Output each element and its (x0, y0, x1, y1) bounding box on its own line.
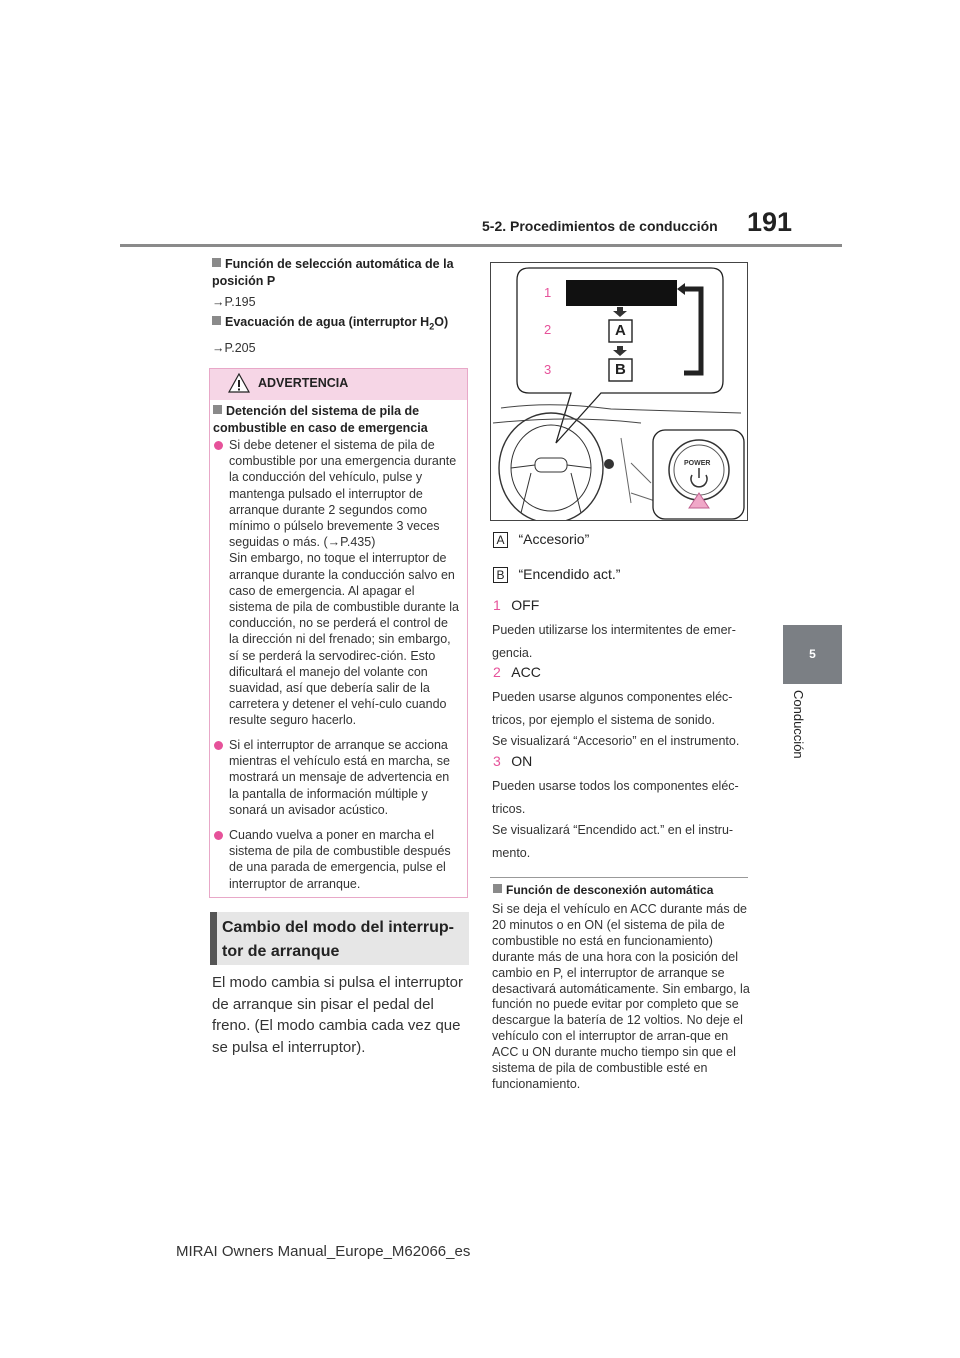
warning-bullet-1: Si debe detener el sistema de pila de combustible por una emergencia durante la conducción del vehículo, pulse y mantenga pulsado el interruptor de arranque durante 2 segundos como mínimo o púlselo brevemente 3 veces seguidas o más. (→P.435) Sin embargo, no toque el interruptor de arranque durante la conducción salvo en caso de emergencia. Al apagar el sistema de pila de combustible durante la conducción, no se perderá el control de la dirección ni del frenado; sin embargo, sí se perderá la servodirec-ción. Esto dificultará el manejo del volante con suavidad, así que debería salir de la carretera y detener el vehí-culo cuando resulte seguro hacerlo. (229, 438, 459, 728)
legend-b-letter: B (493, 567, 508, 583)
warning-bullet-2: Si el interruptor de arranque se acciona mientras el vehículo está en marcha, se mostrará un mensaje de advertencia en la pantalla de información múltiple y sonará un avisador acústico. (229, 738, 450, 817)
item-water-evac-ref[interactable]: →P.205 (212, 340, 256, 355)
bullet-dot-icon (214, 831, 223, 840)
warning-subtitle: Detención del sistema de pila de combustible en caso de emergencia (213, 404, 428, 435)
bullet-dot-icon (214, 741, 223, 750)
step-3-text-1: Pueden usarse todos los componentes eléc-tricos. (492, 779, 739, 816)
body-paragraph: El modo cambia si pulsa el interruptor de arranque sin pisar el pedal del freno. (El modo cambia cada vez que se pulsa el interruptor). (212, 974, 463, 1056)
square-bullet-icon (212, 258, 221, 267)
warning-title: ADVERTENCIA (258, 376, 349, 390)
item-water-evac (212, 314, 470, 355)
step-3-text-2: Se visualizará “Encendido act.” en el instru-mento. (492, 823, 734, 860)
chapter-label: Conducción (791, 690, 806, 759)
item-auto-park-title: Función de selección automática de la posición P (212, 257, 454, 288)
section-heading: Cambio del modo del interrup-tor de arranque (222, 919, 455, 960)
warning-bullet-3: Cuando vuelva a poner en marcha el sistema de pila de combustible después de una parada de emergencia, pulse el interruptor de arranque. (229, 828, 451, 891)
section-heading-bar (210, 912, 217, 965)
warning-triangle-icon (228, 373, 250, 393)
step-3-number: 3 (493, 753, 501, 769)
step-2-text-1: Pueden usarse algunos componentes eléc-tricos, por ejemplo el sistema de sonido. (492, 690, 733, 727)
auto-off-text: Si se deja el vehículo en ACC durante más de 20 minutos o en ON (el sistema de pila de combustible no está en funcionamiento) durante más de una hora con la posición del cambio en P, el interruptor de arranque se desactivará automáticamente. Sin embargo, la función no puede evitar por completo que se descargue la batería de 12 voltios. No deje el vehículo con el interruptor de arran-que en ACC u ON durante mucho tiempo sin que el sistema de pila de combustible esté en funcionamiento. (492, 902, 750, 1091)
figure-label-3: 3 (544, 362, 552, 377)
step-2-text-2: Se visualizará “Accesorio” en el instrumento. (492, 734, 740, 748)
divider (490, 877, 748, 878)
item-auto-park (212, 256, 470, 309)
step-1-number: 1 (493, 597, 501, 613)
power-button-label: POWER (684, 460, 711, 467)
item-auto-park-ref[interactable]: →P.195 (212, 295, 256, 309)
legend-b (493, 566, 620, 584)
item-water-evac-title: Evacuación de agua (interruptor $H_2O$) (212, 314, 470, 336)
page-number: 191 (747, 207, 793, 237)
square-bullet-icon (213, 405, 222, 414)
square-bullet-icon (493, 884, 502, 893)
figure-box-b: B (615, 361, 626, 378)
footer: MIRAI Owners Manual_Europe_M62066_es (176, 1243, 471, 1260)
square-bullet-icon (212, 316, 221, 325)
step-1 (493, 597, 539, 615)
legend-a (493, 531, 589, 549)
header-divider (120, 244, 842, 247)
legend-a-letter: A (493, 532, 508, 548)
figure-label-2: 2 (544, 322, 552, 337)
step-1-text: Pueden utilizarse los intermitentes de emer-gencia. (492, 623, 736, 660)
section-title: 5-2. Procedimientos de conducción (482, 218, 718, 234)
legend-a-text: “Accesorio” (518, 531, 590, 547)
figure-box-a: A (615, 322, 626, 339)
step-3-label: ON (511, 753, 533, 769)
step-1-label: OFF (511, 597, 540, 613)
step-3 (493, 753, 532, 771)
step-2-label: ACC (511, 664, 541, 680)
bullet-dot-icon (214, 441, 223, 450)
step-2 (493, 664, 541, 682)
figure-label-1: 1 (544, 285, 552, 300)
dashboard-illustration (491, 263, 747, 520)
legend-b-text: “Encendido act.” (518, 566, 621, 582)
figure-dashboard (490, 262, 748, 521)
chapter-tab: 5 (783, 625, 842, 684)
step-2-number: 2 (493, 664, 501, 680)
auto-off-title: Función de desconexión automática (493, 882, 751, 899)
